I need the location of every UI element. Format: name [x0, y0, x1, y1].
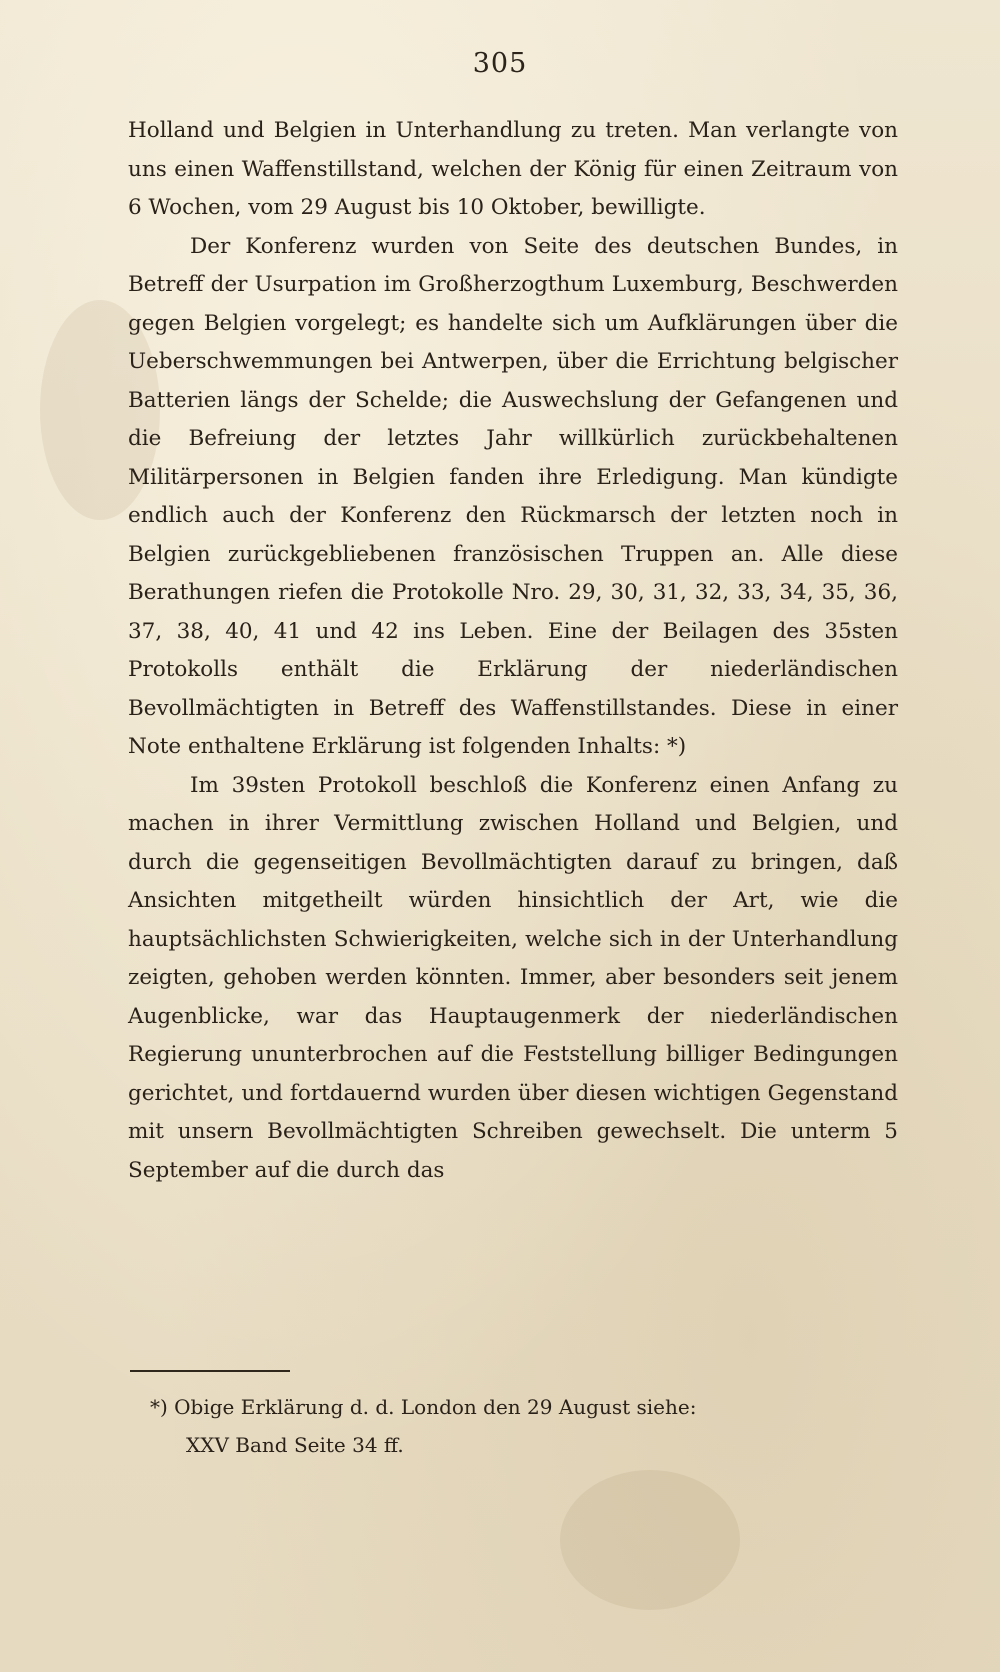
footnote-line-1: *) Obige Erklärung d. d. London den 29 August siehe: [150, 1395, 697, 1419]
footnote-line-2: XXV Band Seite 34 ff. [186, 1433, 404, 1457]
footnote-divider [130, 1370, 290, 1372]
paragraph-3: Im 39sten Protokoll beschloß die Konferenz einen Anfang zu machen in ihrer Vermittlung zwischen Holland und Belgien, und durch die gegenseitigen Bevollmächtigten darauf zu bringen, daß Ansichten mitgetheilt würden hinsichtlich der Art, wie die hauptsächlichsten Schwierigkeiten, welche sich in der Unterhandlung zeigten, gehoben werden könnten. Immer, aber besonders seit jenem Augenblicke, war das Hauptaugenmerk der niederländischen Regierung ununterbrochen auf die Feststellung billiger Bedingungen gerichtet, und fortdauernd wurden über diesen wichtigen Gegenstand mit unsern Bevollmächtigten Schreiben gewechselt. Die unterm 5 September auf die durch das [128, 772, 898, 1183]
footnote [150, 1388, 890, 1464]
page-number: 305 [472, 48, 528, 79]
body-text [128, 112, 898, 1190]
paragraph-2: Der Konferenz wurden von Seite des deutschen Bundes, in Betreff der Usurpation im Großherzogthum Luxemburg, Beschwerden gegen Belgien vorgelegt; es handelte sich um Aufklärungen über die Ueberschwemmungen bei Antwerpen, über die Errichtung belgischer Batterien längs der Schelde; die Auswechslung der Gefangenen und die Befreiung der letztes Jahr willkürlich zurückbehaltenen Militärpersonen in Belgien fanden ihre Erledigung. Man kündigte endlich auch der Konferenz den Rückmarsch der letzten noch in Belgien zurückgebliebenen französischen Truppen an. Alle diese Berathungen riefen die Protokolle Nro. 29, 30, 31, 32, 33, 34, 35, 36, 37, 38, 40, 41 und 42 ins Leben. Eine der Beilagen des 35sten Protokolls enthält die Erklärung der niederländischen Bevollmächtigten in Betreff des Waffenstillstandes. Diese in einer Note enthaltene Erklärung ist folgenden Inhalts: *) [128, 233, 898, 759]
paragraph-1: Holland und Belgien in Unterhandlung zu treten. Man verlangte von uns einen Waffenstillstand, welchen der König für einen Zeitraum von 6 Wochen, vom 29 August bis 10 Oktober, bewilligte. [128, 118, 898, 220]
paper-stain [560, 1470, 740, 1610]
